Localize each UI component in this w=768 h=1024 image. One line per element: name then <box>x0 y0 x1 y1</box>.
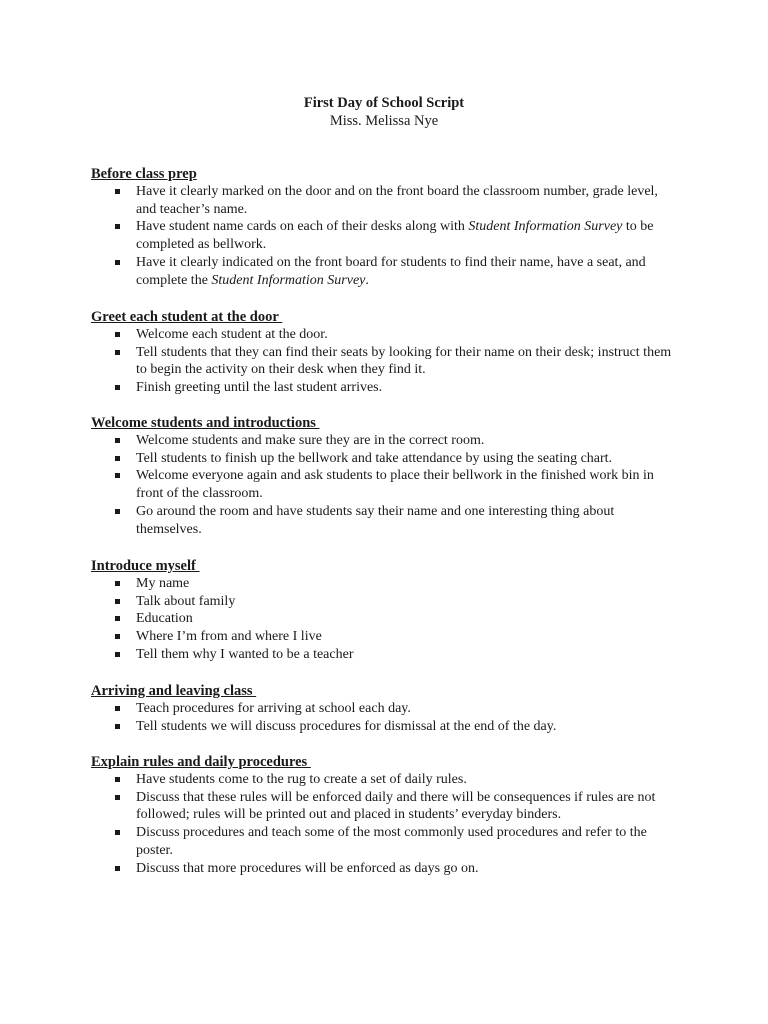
list-item <box>91 718 681 736</box>
item-text: Teach procedures for arriving at school each day. <box>136 701 411 716</box>
bullet-list <box>91 183 681 289</box>
item-text: Discuss procedures and teach some of the most commonly used procedures and refer to the poster. <box>136 825 647 858</box>
item-text: Tell students to finish up the bellwork and take attendance by using the seating chart. <box>136 450 613 466</box>
list-item <box>91 628 681 646</box>
square-bullet-icon <box>115 599 120 604</box>
item-text: Have it clearly indicated on the front board for students to find their name, have a seat, and complete the <box>136 254 646 288</box>
item-text: Education <box>136 611 193 627</box>
document-title: First Day of School Script <box>303 95 465 111</box>
section-greet-students <box>91 309 681 397</box>
item-text: Have students come to the rug to create a set of daily rules. <box>136 772 467 787</box>
list-item <box>91 824 681 859</box>
list-item <box>91 593 681 611</box>
section-introduce-myself <box>91 558 681 664</box>
list-item <box>91 344 681 379</box>
section-welcome-introductions <box>91 415 681 538</box>
section-heading: Greet each student at the door <box>91 309 283 325</box>
item-text: Welcome each student at the door. <box>136 327 328 342</box>
square-bullet-icon <box>115 260 120 265</box>
list-item <box>91 700 681 718</box>
item-text: Tell them why I wanted to be a teacher <box>136 646 354 662</box>
item-text: Tell students we will discuss procedures for dismissal at the end of the day. <box>136 718 557 734</box>
item-text: Have student name cards on each of their desks along with <box>136 219 469 235</box>
list-item <box>91 646 681 664</box>
item-text: . <box>365 272 369 288</box>
list-item <box>91 379 681 397</box>
square-bullet-icon <box>115 332 120 337</box>
item-text: Finish greeting until the last student arrives. <box>136 380 383 396</box>
section-heading: Arriving and leaving class <box>91 683 257 699</box>
list-item <box>91 771 681 789</box>
bullet-list <box>91 432 681 538</box>
item-text: Where I’m from and where I live <box>136 629 322 645</box>
list-item <box>91 432 681 450</box>
section-rules-procedures <box>91 754 681 877</box>
square-bullet-icon <box>115 438 120 443</box>
item-text: to be completed as bellwork. <box>136 219 654 253</box>
item-text: Welcome students and make sure they are in the correct room. <box>136 433 485 448</box>
square-bullet-icon <box>115 706 120 711</box>
item-text: Discuss that more procedures will be enforced as days go on. <box>136 860 479 876</box>
item-text: Have it clearly marked on the door and on the front board the classroom number, grade level, and teacher’s name. <box>136 184 658 217</box>
item-text: My name <box>136 576 190 591</box>
section-heading: Welcome students and introductions <box>91 415 320 431</box>
section-heading: Introduce myself <box>91 558 200 574</box>
list-item <box>91 789 681 824</box>
square-bullet-icon <box>115 652 120 657</box>
list-item <box>91 183 681 218</box>
item-text: Discuss that these rules will be enforced daily and there will be consequences if rules are not followed; rules will be printed out and placed in students’ everyday binders. <box>136 789 656 823</box>
bullet-list <box>91 700 681 735</box>
list-item <box>91 575 681 593</box>
square-bullet-icon <box>115 724 120 729</box>
square-bullet-icon <box>115 509 120 514</box>
square-bullet-icon <box>115 350 120 355</box>
list-item <box>91 218 681 253</box>
bullet-list <box>91 771 681 877</box>
square-bullet-icon <box>115 581 120 586</box>
item-text: Go around the room and have students say their name and one interesting thing about themselves. <box>136 503 615 537</box>
document-author: Miss. Melissa Nye <box>329 113 439 129</box>
square-bullet-icon <box>115 385 120 390</box>
item-emphasis: Student Information Survey <box>468 219 623 235</box>
section-heading: Explain rules and daily procedures <box>91 754 311 770</box>
section-heading: Before class prep <box>91 166 197 182</box>
item-emphasis: Student Information Survey <box>211 272 366 288</box>
section-arriving-leaving <box>91 683 681 735</box>
square-bullet-icon <box>115 473 120 478</box>
item-text: Tell students that they can find their seats by looking for their name on their desk; instruct them to begin the activity on their desk when they find it. <box>136 344 672 378</box>
list-item <box>91 610 681 628</box>
item-text: Welcome everyone again and ask students to place their bellwork in the finished work bin in front of the classroom. <box>136 468 654 502</box>
list-item <box>91 860 681 878</box>
list-item <box>91 254 681 289</box>
square-bullet-icon <box>115 189 120 194</box>
square-bullet-icon <box>115 777 120 782</box>
square-bullet-icon <box>115 795 120 800</box>
list-item <box>91 450 681 468</box>
square-bullet-icon <box>115 456 120 461</box>
item-text: Talk about family <box>136 593 236 609</box>
list-item <box>91 326 681 344</box>
square-bullet-icon <box>115 616 120 621</box>
list-item <box>91 503 681 538</box>
bullet-list <box>91 575 681 664</box>
bullet-list <box>91 326 681 397</box>
square-bullet-icon <box>115 224 120 229</box>
square-bullet-icon <box>115 866 120 871</box>
square-bullet-icon <box>115 634 120 639</box>
section-before-class-prep <box>91 166 681 289</box>
list-item <box>91 467 681 502</box>
square-bullet-icon <box>115 830 120 835</box>
